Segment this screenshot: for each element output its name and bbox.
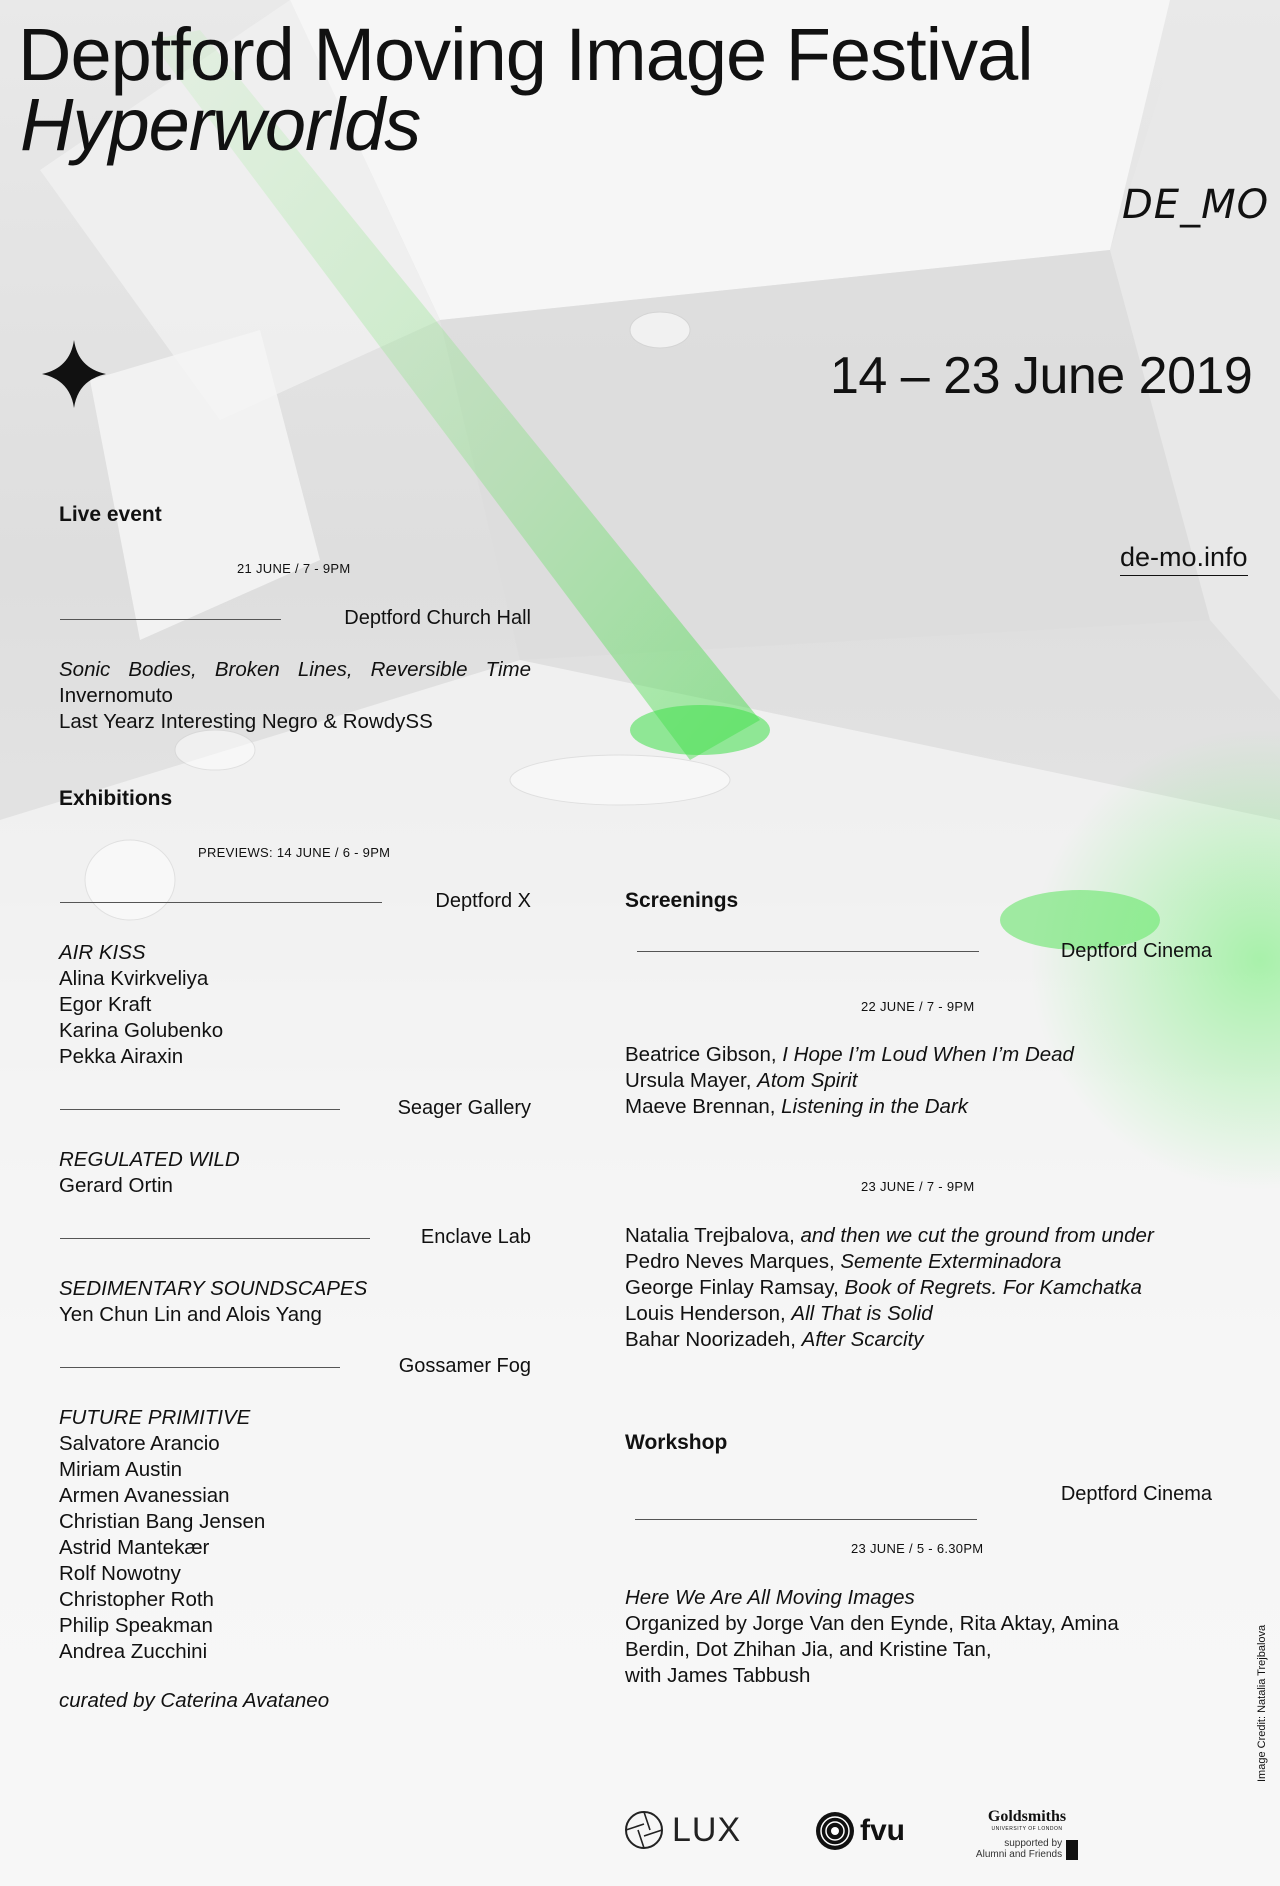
- image-credit: Image Credit: Natalia Trejbalova: [1256, 1624, 1268, 1782]
- screening-film: George Finlay Ramsay, Book of Regrets. For Kamchatka: [625, 1276, 1142, 1299]
- exhibitions-previews: PREVIEWS: 14 JUNE / 6 - 9PM: [198, 845, 391, 860]
- artist-name: Miriam Austin: [59, 1458, 183, 1481]
- artist-name: Rolf Nowotny: [59, 1562, 181, 1585]
- exhibition-title: REGULATED WILD: [59, 1148, 240, 1171]
- artist-name: Karina Golubenko: [59, 1019, 224, 1042]
- curator-credit: curated by Caterina Avataneo: [59, 1689, 330, 1712]
- screening-time: 23 JUNE / 7 - 9PM: [861, 1179, 975, 1194]
- workshop-organizers: Organized by Jorge Van den Eynde, Rita Aktay, Amina: [625, 1612, 1119, 1635]
- artist-name: Yen Chun Lin and Alois Yang: [59, 1303, 322, 1326]
- lux-logo: LUX: [624, 1810, 741, 1850]
- divider: [635, 1519, 977, 1520]
- artist-name: Andrea Zucchini: [59, 1640, 208, 1663]
- screening-film: Natalia Trejbalova, and then we cut the ground from under: [625, 1224, 1154, 1247]
- live-event-time: 21 JUNE / 7 - 9PM: [237, 561, 351, 576]
- workshop-time: 23 JUNE / 5 - 6.30PM: [851, 1541, 984, 1556]
- venue-seager-gallery: Seager Gallery: [397, 1097, 531, 1119]
- artist-name: Christian Bang Jensen: [59, 1510, 266, 1533]
- exhibition-title: FUTURE PRIMITIVE: [59, 1406, 251, 1429]
- festival-subtitle: Hyperworlds: [20, 83, 421, 166]
- venue-enclave-lab: Enclave Lab: [420, 1226, 531, 1248]
- workshop-venue: Deptford Cinema: [1060, 1483, 1212, 1505]
- screening-film: Pedro Neves Marques, Semente Exterminadora: [625, 1250, 1062, 1273]
- fvu-disc-icon: [814, 1810, 856, 1852]
- live-event-artist: Last Yearz Interesting Negro & RowdySS: [59, 710, 433, 733]
- festival-title: Deptford Moving Image Festival: [18, 13, 1033, 96]
- fvu-logo: fvu: [814, 1810, 905, 1852]
- divider: [60, 1367, 340, 1368]
- screenings-venue: Deptford Cinema: [1060, 940, 1212, 962]
- divider: [637, 951, 979, 952]
- venue-gossamer-fog: Gossamer Fog: [398, 1355, 531, 1377]
- live-event-venue: Deptford Church Hall: [344, 607, 531, 629]
- divider: [60, 1109, 340, 1110]
- screening-film: Louis Henderson, All That is Solid: [625, 1302, 933, 1325]
- screening-time: 22 JUNE / 7 - 9PM: [861, 999, 975, 1014]
- workshop-heading: Workshop: [625, 1431, 728, 1454]
- website-link[interactable]: de-mo.info: [1120, 542, 1248, 576]
- artist-name: Salvatore Arancio: [59, 1432, 220, 1455]
- live-event-heading: Live event: [59, 503, 162, 526]
- divider: [60, 619, 281, 620]
- divider: [60, 1238, 370, 1239]
- artist-name: Pekka Airaxin: [59, 1045, 184, 1068]
- artist-name: Egor Kraft: [59, 993, 152, 1016]
- screening-film: Bahar Noorizadeh, After Scarcity: [625, 1328, 924, 1351]
- exhibitions-heading: Exhibitions: [59, 787, 173, 810]
- artist-name: Alina Kvirkveliya: [59, 967, 209, 990]
- artist-name: Armen Avanessian: [59, 1484, 230, 1507]
- artist-name: Christopher Roth: [59, 1588, 214, 1611]
- artist-name: Astrid Mantekær: [59, 1536, 210, 1559]
- lux-aperture-icon: [624, 1810, 664, 1850]
- venue-deptford-x: Deptford X: [435, 890, 531, 912]
- workshop-title: Here We Are All Moving Images: [625, 1586, 915, 1609]
- festival-dates: 14 – 23 June 2019: [830, 347, 1253, 405]
- goldsmiths-logo: Goldsmiths UNIVERSITY OF LONDON supported by Alumni and Friends: [952, 1808, 1102, 1860]
- demo-logo: DE_MO: [1122, 182, 1270, 228]
- artist-name: Gerard Ortin: [59, 1174, 173, 1197]
- live-event-title: Sonic Bodies, Broken Lines, Reversible Time: [59, 658, 531, 681]
- divider: [60, 902, 382, 903]
- goldsmiths-block-icon: [1066, 1840, 1078, 1860]
- workshop-organizers: Berdin, Dot Zhihan Jia, and Kristine Tan,: [625, 1638, 992, 1661]
- live-event-artist: Invernomuto: [59, 684, 173, 707]
- screening-film: Beatrice Gibson, I Hope I’m Loud When I’m Dead: [625, 1043, 1074, 1066]
- exhibition-title: SEDIMENTARY SOUNDSCAPES: [59, 1277, 368, 1300]
- screening-film: Maeve Brennan, Listening in the Dark: [625, 1095, 969, 1118]
- screening-film: Ursula Mayer, Atom Spirit: [625, 1069, 858, 1092]
- screenings-heading: Screenings: [625, 889, 739, 912]
- exhibition-title: AIR KISS: [59, 941, 146, 964]
- workshop-organizers: with James Tabbush: [625, 1664, 811, 1687]
- artist-name: Philip Speakman: [59, 1614, 213, 1637]
